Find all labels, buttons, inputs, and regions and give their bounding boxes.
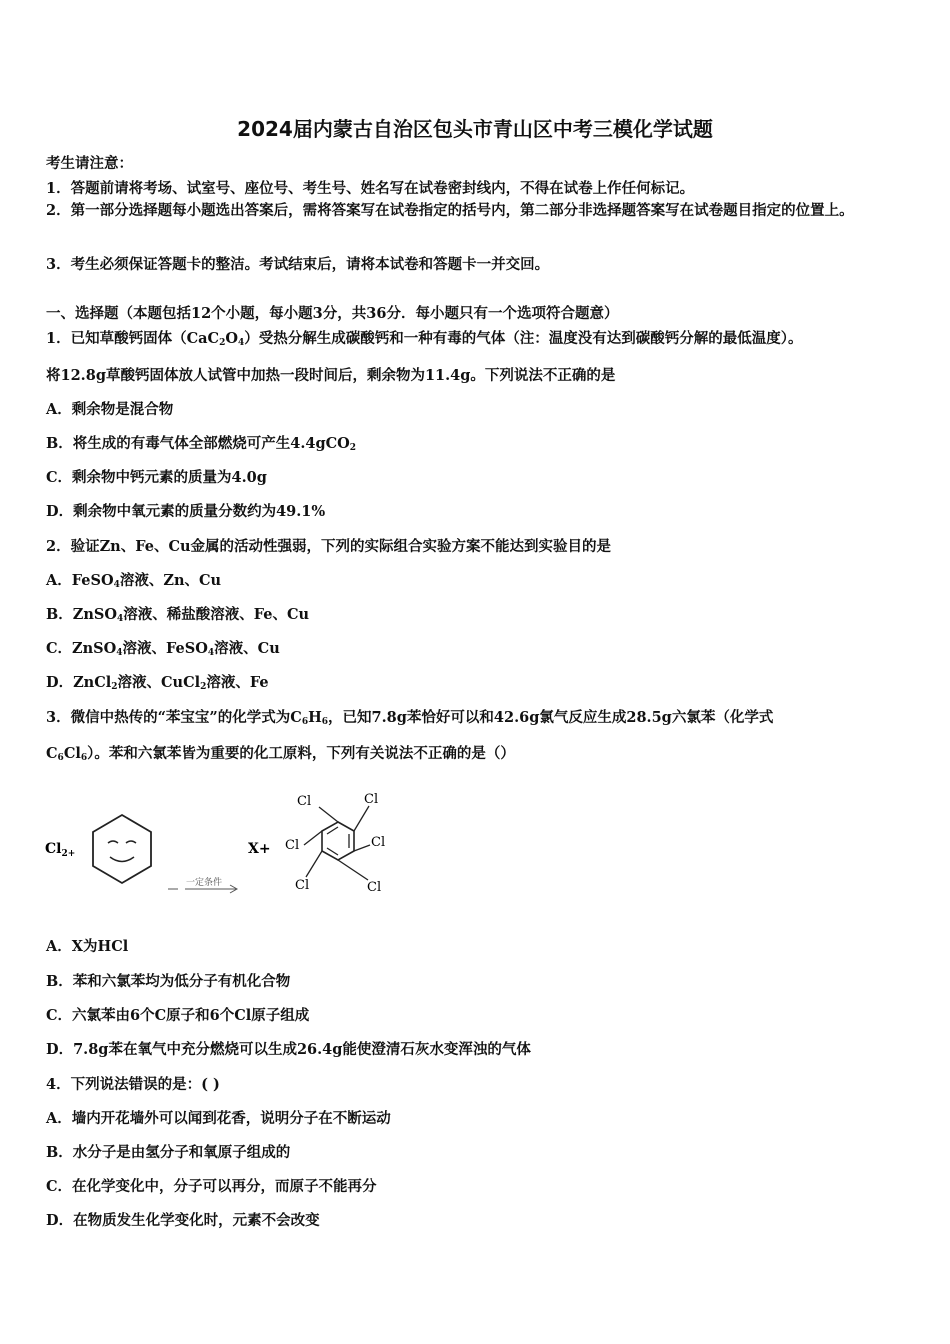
q3-option-b: B．苯和六氯苯均为低分子有机化合物 xyxy=(46,973,291,990)
q1-option-b: B．将生成的有毒气体全部燃烧可产生4.4gCO$_2$ xyxy=(46,435,357,453)
hexachlorobenzene-icon xyxy=(304,806,370,880)
notice-item-3: 3．考生必须保证答题卡的整洁。考试结束后，请将本试卷和答题卡一并交回。 xyxy=(46,256,550,273)
q4-option-a: A．墙内开花墙外可以闻到花香，说明分子在不断运动 xyxy=(46,1110,391,1127)
q4-option-c: C．在化学变化中，分子可以再分，而原子不能再分 xyxy=(46,1178,377,1195)
q4-stem: 4．下列说法错误的是：( ) xyxy=(46,1076,220,1093)
q2-option-d: D．ZnCl$_2$溶液、CuCl$_2$溶液、Fe xyxy=(46,674,269,692)
q1-option-a: A．剩余物是混合物 xyxy=(46,401,174,418)
q1-stem-2: 将12.8g草酸钙固体放人试管中加热一段时间后，剩余物为11.4g。下列说法不正确的是 xyxy=(46,367,616,384)
q2-stem: 2．验证Zn、Fe、Cu金属的活动性强弱，下列的实际组合实验方案不能达到实验目的是 xyxy=(46,538,612,555)
q2-option-a: A．FeSO$_4$溶液、Zn、Cu xyxy=(46,572,222,590)
notice-header: 考生请注意： xyxy=(46,155,133,172)
cl-label: Cl xyxy=(295,878,310,893)
benzene-ring-icon xyxy=(93,815,151,883)
cl-label: Cl xyxy=(371,835,386,850)
page-title: 2024届内蒙古自治区包头市青山区中考三模化学试题 xyxy=(237,117,713,141)
notice-item-2: 2．第一部分选择题每小题选出答案后，需将答案写在试卷指定的括号内，第二部分非选择题答案写在试卷题目指定的位置上。 xyxy=(46,202,854,219)
section-title: 一、选择题（本题包括12个小题，每小题3分，共36分．每小题只有一个选项符合题意） xyxy=(46,305,619,322)
notice-item-1: 1．答题前请将考场、试室号、座位号、考生号、姓名写在试卷密封线内，不得在试卷上作任何标记。 xyxy=(46,180,695,197)
q1-option-d: D．剩余物中氧元素的质量分数约为49.1% xyxy=(46,503,326,520)
q1-stem: 1．已知草酸钙固体$(CaC_2O_4)$受热分解生成碳酸钙和一种有毒的气体（注：温度没有达到碳酸钙分解的最低温度）。 xyxy=(46,330,803,348)
q1-option-c: C．剩余物中钙元素的质量为4.0g xyxy=(46,469,267,486)
x-label: X+ xyxy=(248,841,271,857)
reaction-condition: 一定条件 xyxy=(186,878,223,888)
cl-label: Cl xyxy=(367,880,382,895)
q4-option-b: B．水分子是由氢分子和氧原子组成的 xyxy=(46,1144,291,1161)
reaction-diagram xyxy=(40,785,440,910)
q3-stem-2: $C_6Cl_6$）。苯和六氯苯皆为重要的化工原料，下列有关说法不正确的是（） xyxy=(46,745,515,763)
q2-option-b: B．ZnSO$_4$溶液、稀盐酸溶液、Fe、Cu xyxy=(46,606,310,624)
cl-label: Cl xyxy=(364,792,379,807)
q3-option-c: C．六氯苯由6个C原子和6个Cl原子组成 xyxy=(46,1007,310,1024)
q3-option-d: D．7.8g苯在氧气中充分燃烧可以生成26.4g能使澄清石灰水变浑浊的气体 xyxy=(46,1041,531,1058)
cl-label: Cl xyxy=(285,838,300,853)
q4-option-d: D．在物质发生化学变化时，元素不会改变 xyxy=(46,1212,320,1229)
chlorine-label: $Cl_{2+}$ xyxy=(45,841,76,859)
cl-label: Cl xyxy=(297,794,312,809)
q3-option-a: A．X为HCl xyxy=(46,938,129,955)
q3-stem: 3．微信中热传的“苯宝宝”的化学式为$C_6H_6$，已知7.8g苯恰好可以和42.6g氯气反应生成28.5g六氯苯（化学式 xyxy=(46,709,774,727)
q2-option-c: C．ZnSO$_4$溶液、FeSO$_4$溶液、Cu xyxy=(46,640,280,658)
